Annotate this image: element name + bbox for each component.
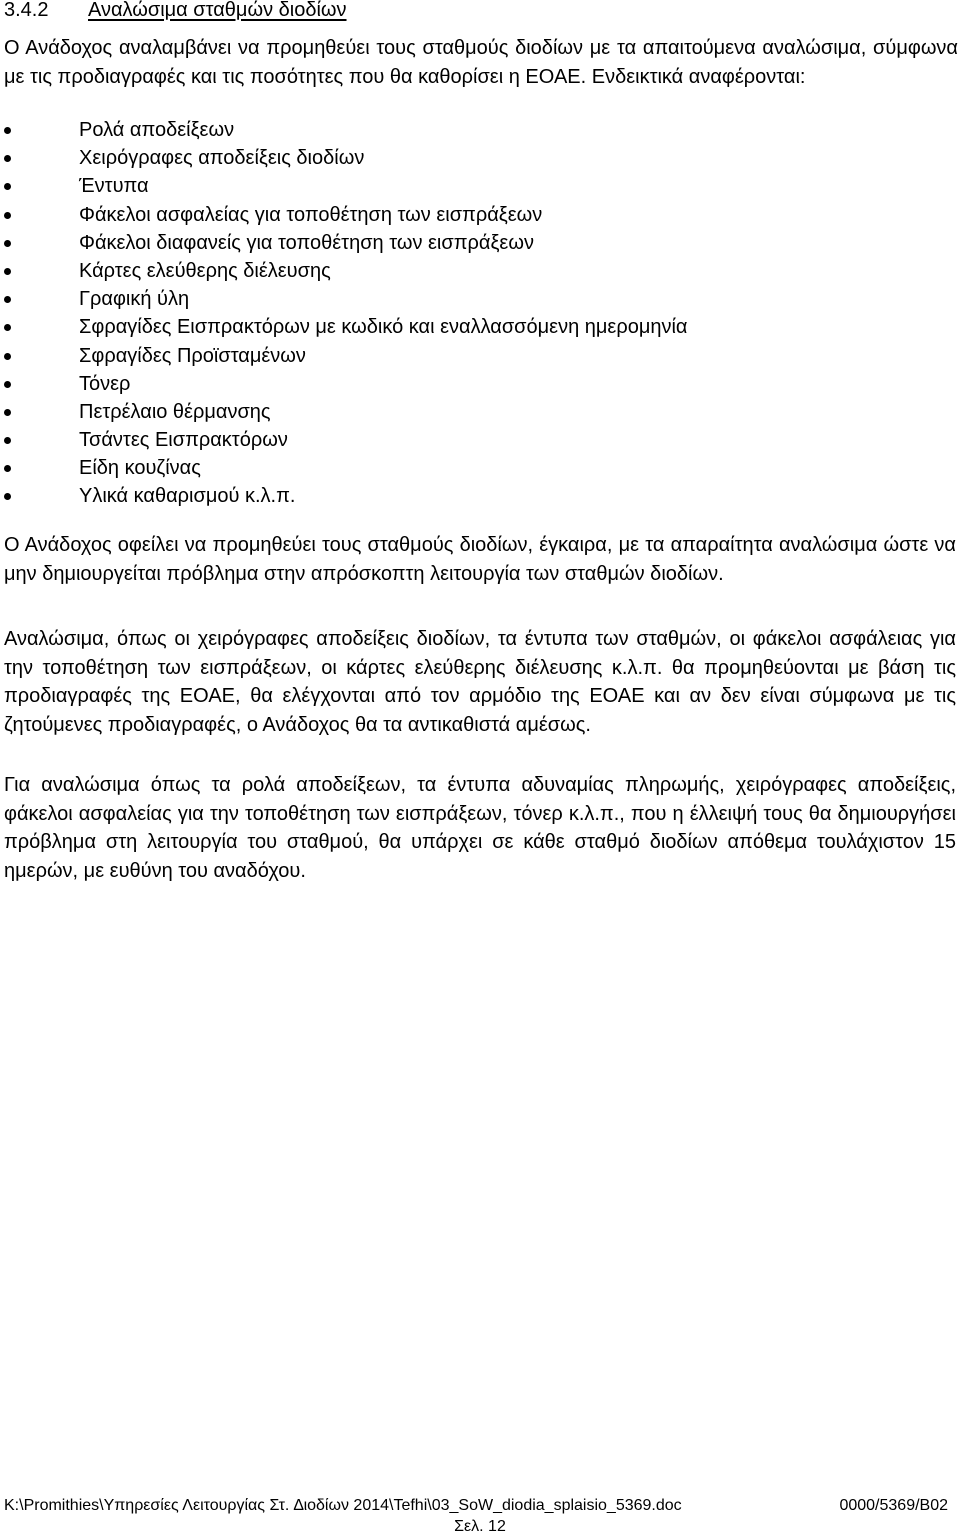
list-item-label: Σφραγίδες Εισπρακτόρων με κωδικό και εναλλασσόμενη ημερομηνία	[79, 316, 688, 339]
list-item-label: Ρολά αποδείξεων	[79, 119, 235, 141]
bullet-icon	[4, 381, 11, 388]
bullet-icon	[4, 409, 11, 416]
list-item-label: Τσάντες Εισπρακτόρων	[79, 429, 288, 452]
bullet-icon	[4, 183, 11, 190]
list-item-label: Γραφική ύλη	[79, 288, 190, 311]
bullet-icon	[4, 240, 11, 247]
list-item-label: Σφραγίδες Προϊσταμένων	[79, 344, 306, 367]
list-item-label: Χειρόγραφες αποδείξεις διοδίων	[79, 147, 365, 170]
bullet-icon	[4, 212, 11, 219]
list-item-label: Φάκελοι διαφανείς για τοποθέτηση των εισπράξεων	[79, 231, 534, 254]
bullet-icon	[4, 127, 11, 134]
specifications-paragraph: Αναλώσιμα, όπως οι χειρόγραφες αποδείξεις διοδίων, τα έντυπα των σταθμών, οι φάκελοι ασφάλειας για την τοποθέτηση των εισπράξεων, οι κάρτες ελεύθερης διέλευσης κ.λ.π. θα προμηθεύονται με βάση τις προδιαγραφές της ΕΟΑΕ, θα ελέγχονται από τον αρμόδιο της ΕΟΑΕ και αν δεν είναι σύμφωνα με τις ζητούμενες προδιαγραφές, ο Ανάδοχος θα τα αντικαθιστά αμέσως.	[4, 628, 956, 736]
bullet-icon	[4, 437, 11, 444]
bullet-icon	[4, 324, 11, 331]
footer-file-path: K:\Promithies\Υπηρεσίες Λειτουργίας Στ. ∆ιοδίων 2014\Tefhi\03_SoW_diodia_splaisio_5369.doc	[4, 1497, 682, 1514]
list-item-label: Φάκελοι ασφαλείας για τοποθέτηση των εισπράξεων	[79, 203, 543, 226]
bullet-icon	[4, 353, 11, 360]
bullet-icon	[4, 268, 11, 275]
intro-paragraph: Ο Ανάδοχος αναλαμβάνει να προμηθεύει τους σταθμούς διοδίων με τα απαιτούμενα αναλώσιμα, σύμφωνα με τις προδιαγραφές και τις ποσότητες που θα καθορίσει η ΕΟΑΕ. Ενδεικτικά αναφέρονται:	[4, 37, 958, 88]
bullet-icon	[4, 493, 11, 500]
list-item-label: Υλικά καθαρισμού κ.λ.π.	[79, 485, 296, 508]
stock-paragraph: Για αναλώσιμα όπως τα ρολά αποδείξεων, τα έντυπα αδυναμίας πληρωμής, χειρόγραφες αποδείξεις, φάκελοι ασφαλείας για την τοποθέτηση των εισπράξεων, τόνερ κ.λ.π., που η έλλειψή τους θα δημιουργήσει πρόβλημα στη λειτουργία του σταθμού, θα υπάρχει σε κάθε σταθμό διοδίων απόθεμα τουλάχιστον 15 ημερών, με ευθύνη του αναδόχου.	[4, 774, 956, 882]
list-item-label: Τόνερ	[79, 372, 131, 395]
list-item-label: Είδη κουζίνας	[79, 457, 201, 480]
footer-document-code: 0000/5369/Β02	[839, 1497, 948, 1514]
section-number: 3.4.2	[4, 0, 49, 21]
bullet-icon	[4, 296, 11, 303]
page-number: Σελ. 12	[454, 1518, 506, 1535]
list-item-label: Κάρτες ελεύθερης διέλευσης	[79, 259, 331, 282]
obligation-paragraph: Ο Ανάδοχος οφείλει να προμηθεύει τους σταθμούς διοδίων, έγκαιρα, με τα απαραίτητα αναλώσιμα ώστε να μην δημιουργείται πρόβλημα στην απρόσκοπτη λειτουργία των σταθμών διοδίων.	[4, 534, 956, 585]
list-item-label: Πετρέλαιο θέρμανσης	[79, 400, 271, 423]
section-title: Αναλώσιμα σταθμών διοδίων	[88, 0, 347, 21]
bullet-icon	[4, 465, 11, 472]
list-item-label: Έντυπα	[79, 175, 149, 198]
bullet-icon	[4, 155, 11, 162]
section-heading	[4, 0, 347, 22]
